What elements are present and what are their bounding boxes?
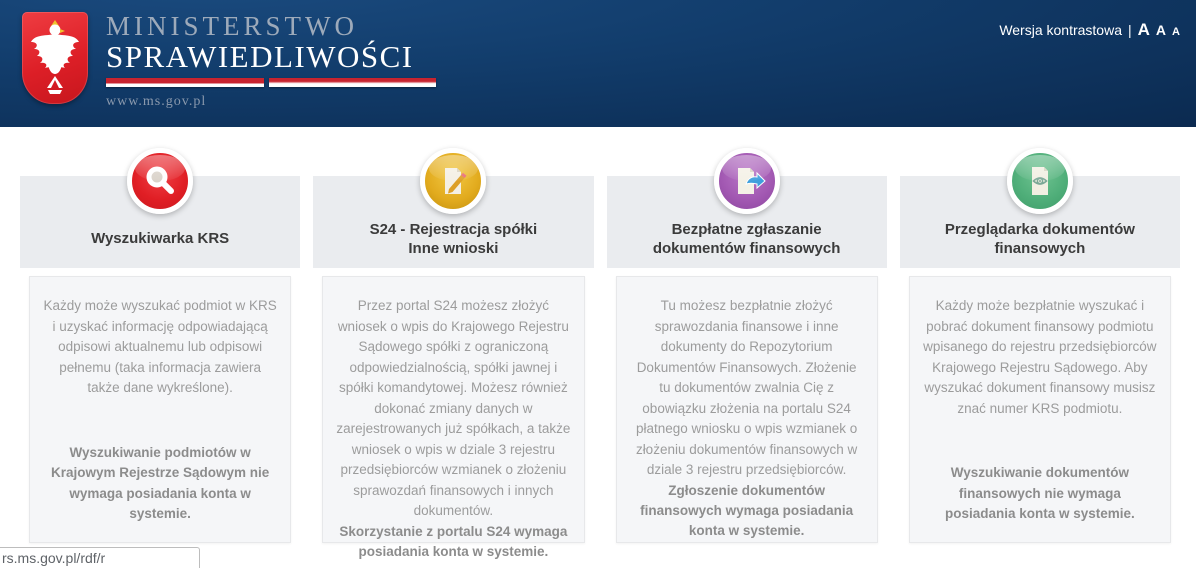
card-title: Bezpłatne zgłaszanie	[671, 220, 822, 238]
document-edit-icon	[420, 148, 486, 214]
document-view-icon	[1007, 148, 1073, 214]
flag-stripe	[106, 78, 436, 87]
site-header	[0, 0, 1196, 127]
ministry-name-line1: MINISTERSTWO	[106, 11, 358, 41]
card-wyszukiwarka-krs[interactable]	[20, 148, 300, 543]
card-body	[29, 276, 291, 543]
font-size-large-button[interactable]: A	[1137, 20, 1150, 39]
card-title-line2: Inne wnioski	[408, 240, 499, 257]
ministry-website: www.ms.gov.pl	[106, 94, 207, 110]
card-body	[909, 276, 1171, 543]
card-przegladarka-dokumentow[interactable]	[900, 148, 1180, 543]
card-s24-rejestracja-spolki[interactable]	[313, 148, 593, 559]
card-description: Każdy może bezpłatnie wyszukać i pobrać dokument finansowy podmiotu wpisanego do rejestru przedsiębiorców Krajowego Rejestru Sądowego. Aby wyszukać dokument finansowy musisz znać numer KRS podmiotu.	[923, 298, 1157, 416]
coat-of-arms	[22, 12, 88, 104]
card-title: Wyszukiwarka KRS	[91, 230, 230, 248]
card-note: Wyszukiwanie podmiotów w Krajowym Rejestrze Sądowym nie wymaga posiadania konta w systemie.	[50, 445, 270, 521]
card-title: S24 - Rejestracja spółki	[369, 220, 538, 238]
accessibility-controls	[999, 20, 1180, 40]
document-submit-icon	[714, 148, 780, 214]
card-note: Skorzystanie z portalu S24 wymaga posiadania konta w systemie.	[339, 523, 568, 559]
card-body	[616, 276, 878, 543]
search-icon	[127, 148, 193, 214]
ministry-logo[interactable]	[22, 12, 436, 110]
font-size-medium-button[interactable]: A	[1155, 22, 1167, 38]
card-description: Przez portal S24 możesz złożyć wniosek o wpis do Krajowego Rejestru Sądowego spółki z ograniczoną odpowiedzialnością, spółki jawnej i spółki komandytowej. Możesz również dokonać zmiany danych w zarejestrowanych już spółkach, a także wniosek o wpis w dziale 3 rejestru przedsiębiorców wzmianek o złożeniu sprawozdań finansowych i innych dokumentów.	[336, 298, 571, 519]
flag-stripe-segment	[269, 78, 436, 87]
font-size-small-button[interactable]: A	[1172, 26, 1180, 38]
card-title-line2: dokumentów finansowych	[652, 240, 841, 257]
card-note: Zgłoszenie dokumentów finansowych wymaga posiadania konta w systemie.	[640, 482, 854, 539]
card-description: Tu możesz bezpłatnie złożyć sprawozdania finansowe i inne dokumenty do Repozytorium Dokumentów Finansowych. Złożenie tu dokumentów zwalnia Cię z obowiązku złożenia na portalu S24 płatnego wniosku o wpis wzmianek o złożeniu dokumentów finansowych w dziale 3 rejestru przedsiębiorców.	[635, 298, 858, 478]
flag-stripe-segment	[106, 78, 264, 87]
card-body	[322, 276, 584, 559]
card-description: Każdy może wyszukać podmiot w KRS i uzyskać informację odpowiadającą odpisowi aktualnemu lub odpisowi pełnemu (taka informacja zawiera także dane wykreślone).	[43, 298, 277, 396]
card-title-line2: finansowych	[994, 240, 1086, 257]
card-bezplatne-zglaszanie[interactable]	[607, 148, 887, 543]
card-title: Przeglądarka dokumentów	[944, 220, 1135, 238]
separator: |	[1128, 22, 1132, 38]
browser-status-url: rs.ms.gov.pl/rdf/r	[0, 547, 200, 568]
ministry-name-line2: SPRAWIEDLIWOŚCI	[106, 39, 414, 75]
ministry-wordmark	[106, 12, 436, 110]
card-note: Wyszukiwanie dokumentów finansowych nie wymaga posiadania konta w systemie.	[944, 465, 1135, 521]
polish-eagle-icon	[27, 16, 83, 101]
contrast-version-link[interactable]: Wersja kontrastowa	[999, 22, 1122, 38]
